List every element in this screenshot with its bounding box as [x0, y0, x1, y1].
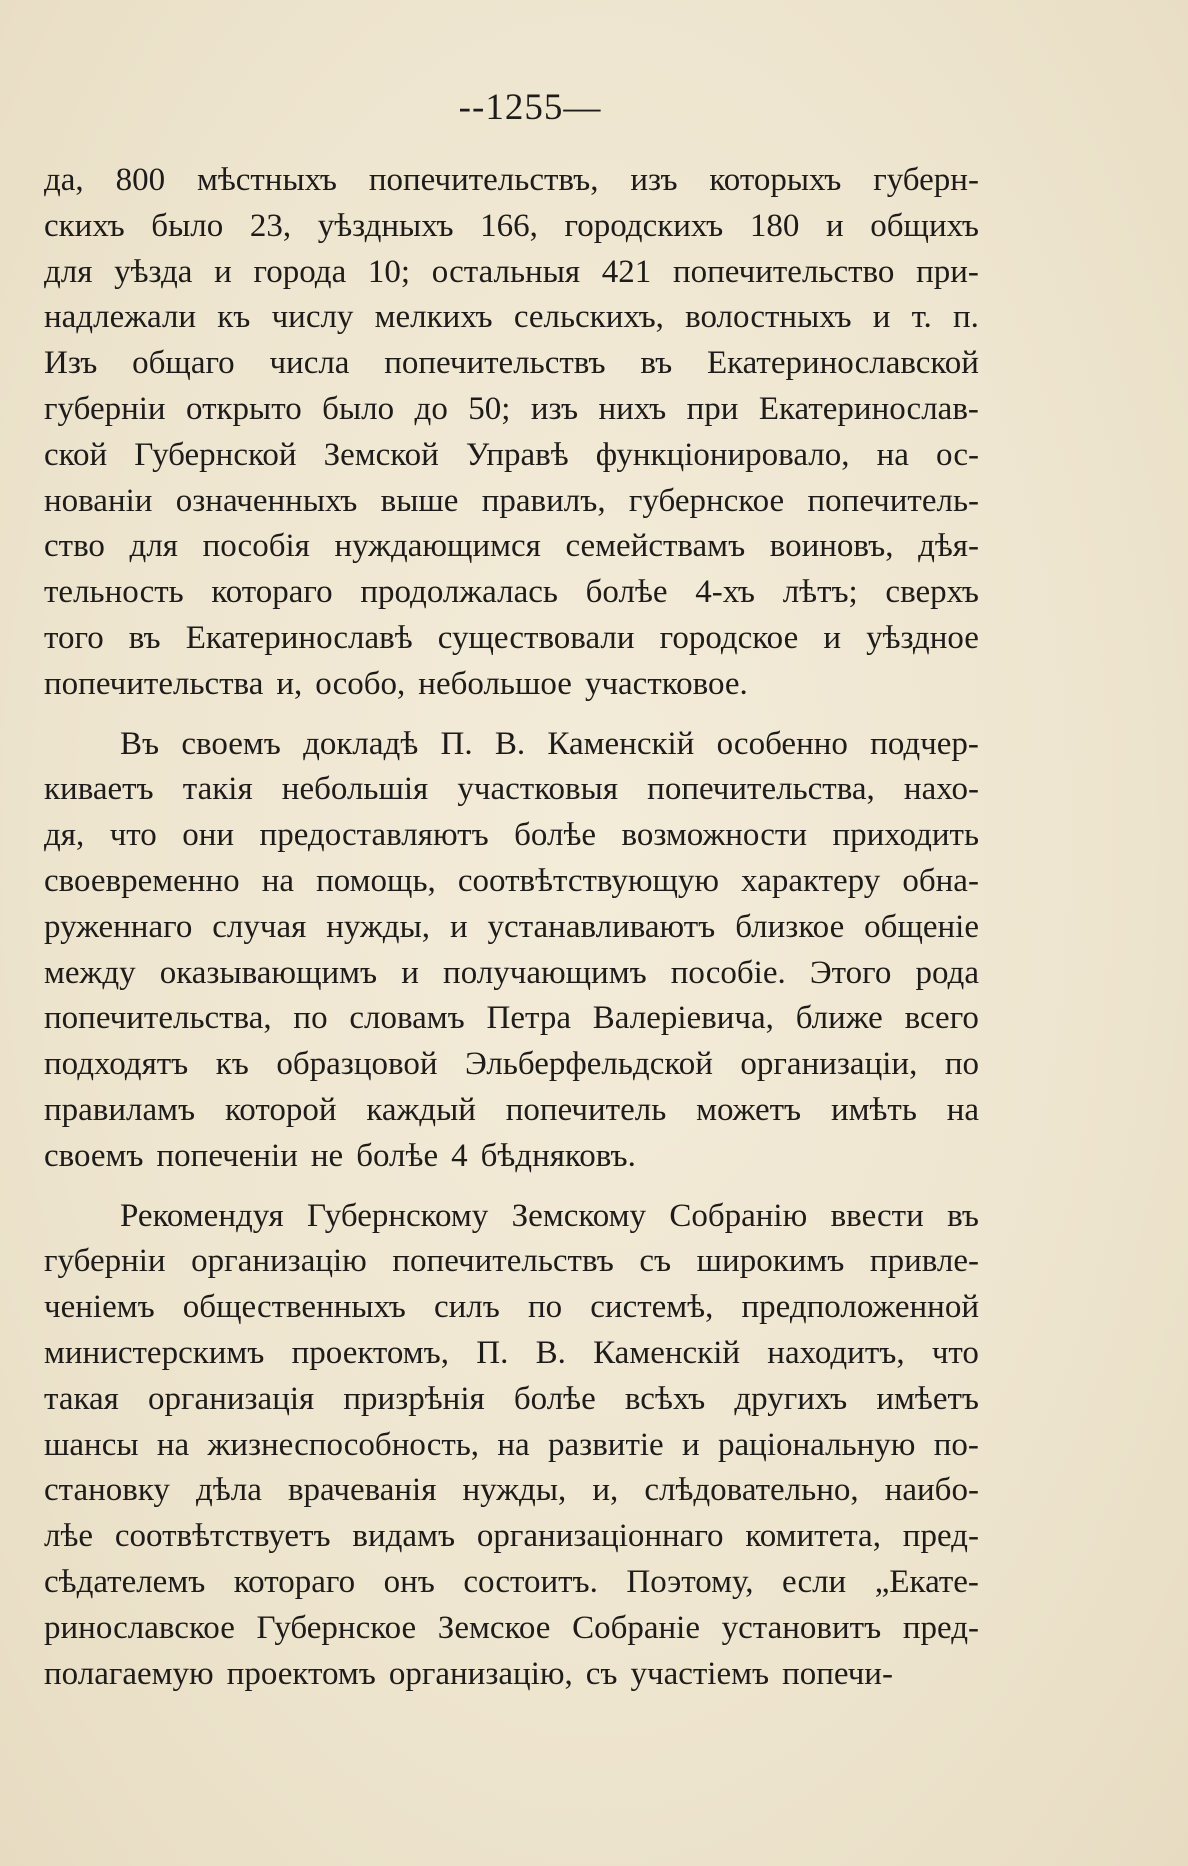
text-line: лѣе соотвѣтствуетъ видамъ организаціоннаго комитета, пред- [44, 1518, 979, 1555]
text-line: киваетъ такія небольшія участковыя попечительства, нахо- [44, 771, 979, 808]
text-line: губерніи открыто было до 50; изъ нихъ при Екатеринослав- [44, 390, 979, 427]
text-line: Изъ общаго числа попечительствъ въ Екатеринославской [44, 345, 979, 382]
text-line: становку дѣла врачеванія нужды, и, слѣдовательно, наибо- [44, 1472, 979, 1509]
text-line: ченіемъ общественныхъ силъ по системѣ, предположенной [44, 1289, 979, 1326]
text-line: да, 800 мѣстныхъ попечительствъ, изъ которыхъ губерн- [44, 162, 979, 198]
text-line: полагаемую проектомъ организацію, съ участіемъ попечи- [44, 1655, 893, 1692]
page-number: --1255— [458, 87, 602, 128]
text-line: попечительства, по словамъ Петра Валеріевича, ближе всего [44, 1000, 979, 1037]
text-line: своевременно на помощь, соотвѣтствующую характеру обна- [44, 862, 979, 899]
text-line: ской Губернской Земской Управѣ функціонировало, на ос- [44, 436, 979, 473]
text-line: того въ Екатеринославѣ существовали городское и уѣздное [44, 619, 979, 656]
paragraph-gap [44, 1180, 979, 1194]
text-line: для уѣзда и города 10; остальныя 421 попечительство при- [44, 253, 979, 290]
text-line: сѣдателемъ котораго онъ состоитъ. Поэтому, если „Екате- [44, 1563, 979, 1600]
text-line: губерніи организацію попечительствъ съ широкимъ привле- [44, 1243, 979, 1280]
paragraph-gap [44, 708, 979, 722]
text-line: дя, что они предоставляютъ болѣе возможности приходить [44, 817, 979, 854]
paragraph [44, 722, 979, 1180]
text-line: подходятъ къ образцовой Эльберфельдской организаціи, по [44, 1046, 979, 1083]
text-line: своемъ попеченіи не болѣе 4 бѣдняковъ. [44, 1137, 636, 1174]
text-line: министерскимъ проектомъ, П. В. Каменскій находитъ, что [44, 1334, 979, 1371]
text-line: руженнаго случая нужды, и устанавливаютъ близкое общеніе [44, 908, 979, 945]
body-text [44, 158, 979, 1697]
text-line: правиламъ которой каждый попечитель можетъ имѣть на [44, 1091, 979, 1128]
paragraph [44, 158, 979, 708]
text-line: ринославское Губернское Земское Собраніе установитъ пред- [44, 1609, 979, 1646]
text-line: между оказывающимъ и получающимъ пособіе. Этого рода [44, 954, 979, 991]
text-line: надлежали къ числу мелкихъ сельскихъ, волостныхъ и т. п. [44, 299, 979, 336]
text-line: скихъ было 23, уѣздныхъ 166, городскихъ 180 и общихъ [44, 207, 979, 244]
text-line: Въ своемъ докладѣ П. В. Каменскій особенно подчер- [120, 725, 979, 762]
text-line: шансы на жизнеспособность, на развитіе и раціональную по- [44, 1426, 979, 1463]
paragraph [44, 1194, 979, 1698]
text-line: нованіи означенныхъ выше правилъ, губернское попечитель- [44, 482, 979, 519]
text-line: ство для пособія нуждающимся семействамъ воиновъ, дѣя- [44, 528, 979, 565]
text-line: Рекомендуя Губернскому Земскому Собранію ввести въ [120, 1197, 979, 1234]
text-line: такая организація призрѣнія болѣе всѣхъ другихъ имѣетъ [44, 1380, 979, 1417]
text-line: тельность котораго продолжалась болѣе 4-хъ лѣтъ; сверхъ [44, 574, 979, 611]
text-line: попечительства и, особо, небольшое участковое. [44, 665, 748, 702]
